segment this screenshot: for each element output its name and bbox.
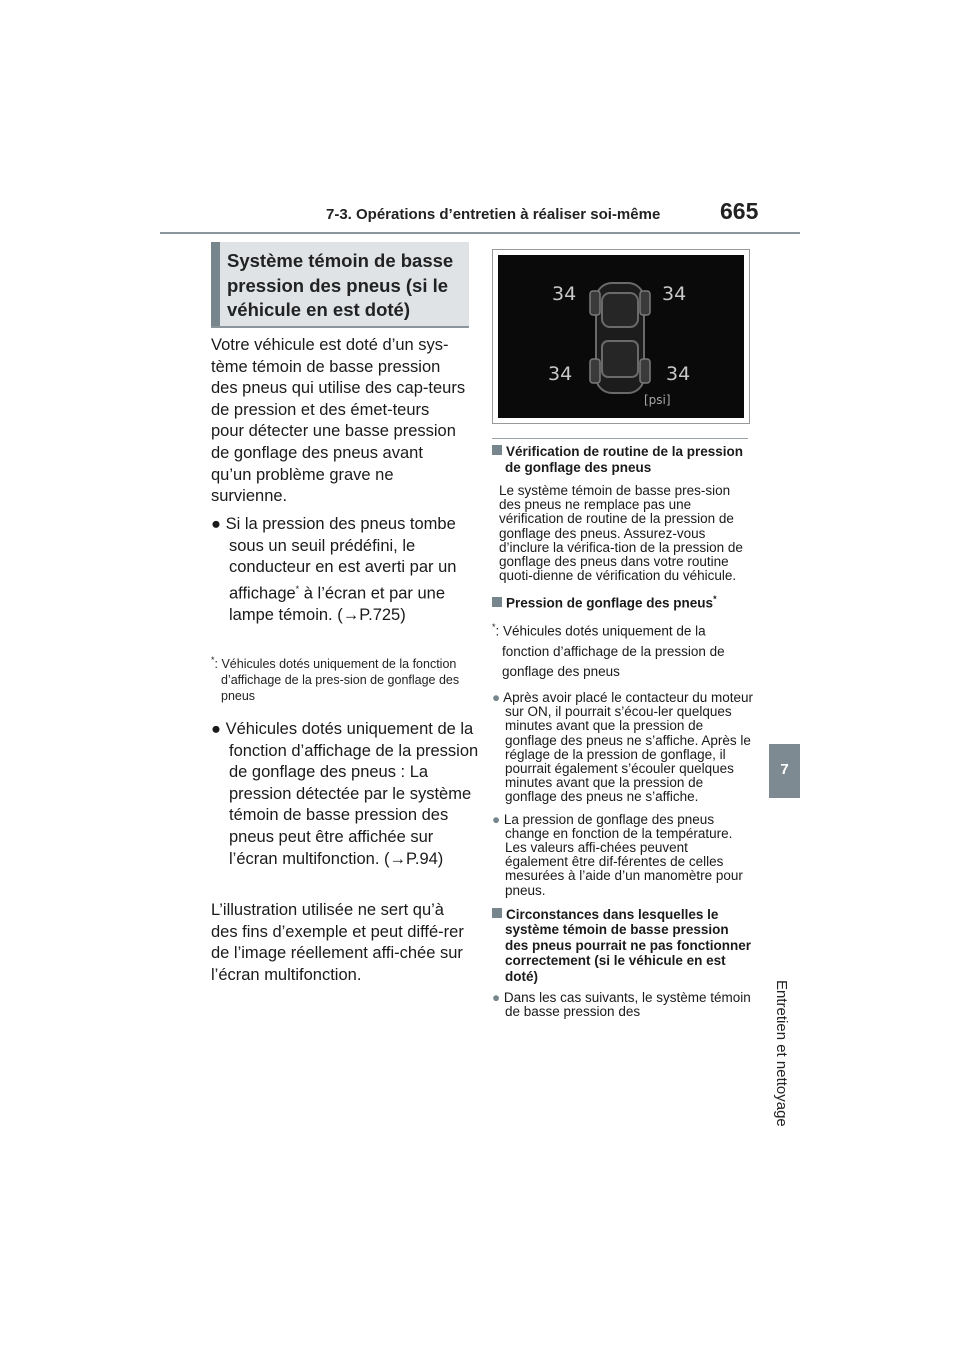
outro-paragraph: L’illustration utilisée ne sert qu’à des fins d’exemple et peut diffé-rer de l’image réellement affi-chée sur l’écran multifonction. xyxy=(211,901,464,984)
section-heading-box xyxy=(211,242,469,326)
subheading-text: Vérification de routine de la pression de gonflage des pneus xyxy=(505,444,744,475)
car-top-view-icon xyxy=(498,255,744,418)
section-heading-line: véhicule en est doté) xyxy=(227,299,410,320)
intro-paragraph: Votre véhicule est doté d’un sys-tème témoin de basse pression des pneus qui utilise des cap-teurs de pression et des émet-teurs pour détecter une basse pression de gonflage des pneus avant qu’un problème grave ne survienne. xyxy=(211,336,466,506)
footnote-marker: * xyxy=(295,583,300,594)
chapter-tab-number: 7 xyxy=(780,761,789,778)
display-screen xyxy=(498,255,744,418)
subheading-tire-pressure xyxy=(492,592,754,611)
paragraph-routine-check: Le système témoin de basse pres-sion des pneus ne remplace pas une vérification de routine de la pression de gonflage des pneus. Assurez-vous d’inclure la vérifica-tion de la pression de gonflage des pneus dans votre routine quoti-dienne de vérification du véhicule. xyxy=(499,483,743,584)
list-item xyxy=(492,813,754,898)
pressure-front-left: 34 xyxy=(552,283,577,305)
right-column xyxy=(492,444,754,1020)
bullet-dot-icon: ● xyxy=(211,515,226,533)
footnote-text: : Véhicules dotés uniquement de la fonction d’affichage de la pression de gonflage des pneus xyxy=(495,623,725,679)
bullet-text: Si la pression des pneus tombe sous un seuil prédéfini, le conducteur en est averti par un affichage xyxy=(225,515,457,603)
illustration-divider xyxy=(492,438,748,439)
chapter-heading: 7-3. Opérations d’entretien à réaliser soi-même xyxy=(326,206,661,223)
footnote-marker: * xyxy=(211,655,215,665)
section-divider xyxy=(211,326,469,328)
square-bullet-icon xyxy=(492,445,502,455)
bullet-text: Véhicules dotés uniquement de la fonction d’affichage de la pression de gonflage des pneus : La pression détectée par le système témoin de basse pression des pneus peut être affichée sur l’écran multifonction. (→P.94) xyxy=(225,720,479,868)
square-bullet-icon xyxy=(492,908,502,918)
page-number: 665 xyxy=(720,198,759,224)
multi-info-display-illustration xyxy=(492,249,750,424)
list-item xyxy=(492,691,754,805)
footnote xyxy=(492,617,754,682)
bullet-warning xyxy=(211,514,484,626)
pressure-rear-right: 34 xyxy=(666,363,691,385)
list-item xyxy=(492,991,754,1019)
list-item-text: Après avoir placé le contacteur du moteur sur ON, il pourrait s’écou-ler quelques minutes avant que la pression de gonflage des pneus ne s’affiche. Après le réglage de la pression de gonflage, il pourrait également s’écouler quelques minutes avant que la pression de gonflage des pneus ne s’affiche. xyxy=(503,689,754,805)
pressure-unit: [psi] xyxy=(644,393,671,407)
footnote-marker: * xyxy=(713,594,717,605)
pressure-rear-left: 34 xyxy=(548,363,573,385)
footnote-marker: * xyxy=(492,622,496,633)
bullet-dot-icon: ● xyxy=(492,990,504,1006)
list-item-text: La pression de gonflage des pneus change en fonction de la température. Les valeurs affi-chées peuvent également être dif-férentes de celles mesurées à l’aide d’un manomètre pour pneus. xyxy=(503,811,743,898)
square-bullet-icon xyxy=(492,597,502,607)
header-divider xyxy=(160,232,800,234)
bullet-display xyxy=(211,719,484,870)
subheading-text: Circonstances dans lesquelles le système témoin de basse pression des pneus pourrait ne pas fonctionner correctement (si le véhicule en est doté) xyxy=(505,906,752,984)
section-heading-bar xyxy=(211,242,220,326)
section-heading xyxy=(227,249,467,323)
list-item-text: Dans les cas suivants, le système témoin de basse pression des xyxy=(503,990,751,1020)
section-heading-line: Système témoin de basse xyxy=(227,250,454,271)
pressure-front-right: 34 xyxy=(662,283,687,305)
bullet-text: à l’écran et par une lampe témoin. xyxy=(229,584,446,624)
footnote-text: : Véhicules dotés uniquement de la fonction d’affichage de la pres-sion de gonflage des pneus xyxy=(214,657,460,704)
section-heading-line: pression des pneus (si le xyxy=(227,274,449,296)
subheading-text: Pression de gonflage des pneus xyxy=(506,595,714,611)
bullet-dot-icon: ● xyxy=(492,689,504,705)
bullet-dot-icon: ● xyxy=(492,811,504,827)
footnote xyxy=(211,652,476,704)
chapter-tab-label: Entretien et nettoyage xyxy=(773,980,790,1127)
subheading-routine-check xyxy=(492,444,754,475)
page-reference-link[interactable]: (→P.725) xyxy=(337,605,406,624)
bullet-dot-icon: ● xyxy=(211,720,226,738)
chapter-tab[interactable] xyxy=(769,744,800,798)
subheading-circumstances xyxy=(492,907,754,985)
